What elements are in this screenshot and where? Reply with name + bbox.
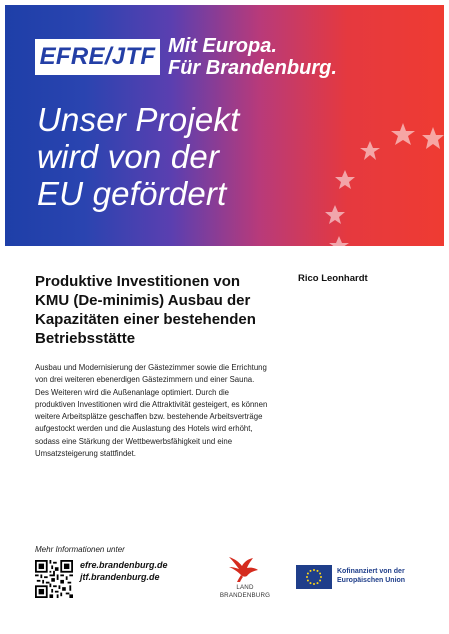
banner-headline [37,101,240,212]
brandenburg-line-2: BRANDENBURG [219,591,271,599]
headline-line-3: EU gefördert [37,175,227,212]
project-title: Produktive Investitionen von KMU (De-minimis) Ausbau der Kapazitäten einer bestehenden Betriebsstätte [35,273,256,347]
star-icon [391,123,415,145]
project-description: Ausbau und Modernisierung der Gästezimmer sowie die Errichtung von drei weiteren ebenerdigen Gästezimmern und einer Sauna. Des Weiteren wird die Außenanlage optimiert. Durch die produktiven Investitionen wird die Attraktivität gesteigert, es können weitere Arbeitsplätze geschaffen bzw. bestehende Arbeitsverträge aufgestockt werden und die Auslastung des Hotels wird erhöht, sodass eine Stärkung der Wettbewerbsfähigkeit und eine Umsatzsteigerung stattfindet. [35,363,268,459]
banner-slogan [168,35,337,79]
star-icon [422,127,444,149]
star-icon [335,170,355,189]
eu-flag-icon [296,565,332,589]
more-info-label: Mehr Informationen unter [35,545,125,554]
beneficiary-name: Rico Leonhardt [298,273,368,284]
eu-cofunding-text [337,567,405,585]
qr-code-icon [35,560,73,598]
star-icon [360,141,380,160]
jtf-link[interactable]: jtf.brandenburg.de [80,571,160,582]
slogan-line-2: Für Brandenburg. [168,57,337,79]
star-icon [325,205,345,224]
info-links [80,560,168,583]
eu-line-2: Europäischen Union [337,577,406,584]
eu-banner [5,5,444,246]
headline-line-1: Unser Projekt [37,101,240,138]
brandenburg-line-1: LAND [236,584,254,591]
efre-link[interactable]: efre.brandenburg.de [80,560,168,570]
star-icon [329,236,349,246]
slogan-line-1: Mit Europa. [168,35,277,57]
headline-line-2: wird von der [37,138,220,175]
efre-jtf-logo: EFRE/JTF [35,39,160,75]
eu-line-1: Kofinanziert von der [337,568,405,575]
brandenburg-text [215,584,275,599]
